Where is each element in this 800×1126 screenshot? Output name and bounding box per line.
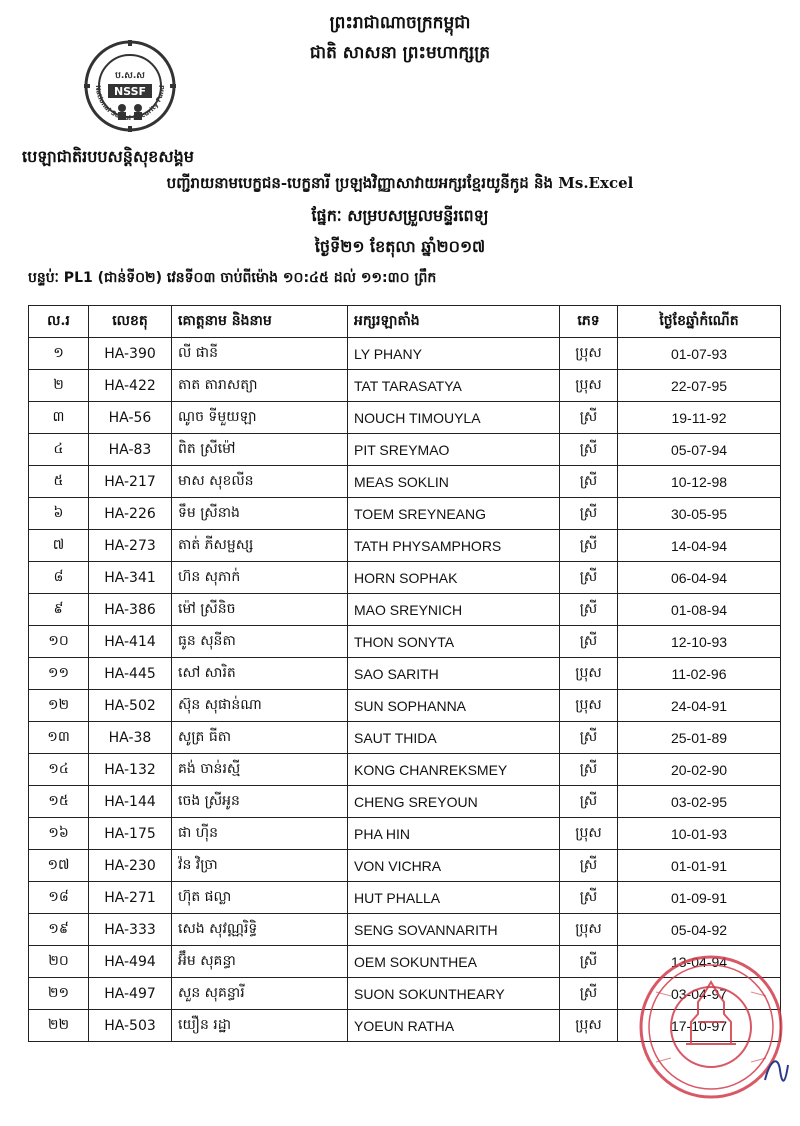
cell-number: ២ <box>29 370 89 402</box>
cell-khmer-name: តាត តារាសត្យា <box>172 370 348 402</box>
table-row <box>29 658 781 690</box>
cell-latin-name: NOUCH TIMOUYLA <box>348 402 560 434</box>
department-line: ផ្នែកៈ សម្របសម្រួលមន្ទីរពេទ្យ <box>311 206 489 225</box>
cell-dob: 05-07-94 <box>618 434 781 466</box>
cell-number: ៩ <box>29 594 89 626</box>
session-info: បន្ទប់ៈ PL1 (ជាន់ទី០២) វេនទី០៣ ចាប់ពីម៉ោង ១០:៤៥ ដល់ ១១:៣០ ព្រឹក <box>28 270 437 286</box>
cell-number: ១០ <box>29 626 89 658</box>
cell-khmer-name: សូត្រ ធីតា <box>172 722 348 754</box>
cell-latin-name: MEAS SOKLIN <box>348 466 560 498</box>
cell-number: ៤ <box>29 434 89 466</box>
cell-latin-name: THON SONYTA <box>348 626 560 658</box>
cell-dob: 22-07-95 <box>618 370 781 402</box>
cell-latin-name: VON VICHRA <box>348 850 560 882</box>
table-row <box>29 402 781 434</box>
cell-sex: ស្រី <box>560 722 618 754</box>
cell-dob: 03-04-97 <box>618 978 781 1010</box>
cell-sex: ស្រី <box>560 786 618 818</box>
cell-dob: 06-04-94 <box>618 562 781 594</box>
cell-sex: ស្រី <box>560 882 618 914</box>
cell-seat: HA-390 <box>89 338 172 370</box>
table-row <box>29 466 781 498</box>
cell-sex: ប្រុស <box>560 914 618 946</box>
cell-seat: HA-56 <box>89 402 172 434</box>
cell-khmer-name: ធូន សុនីតា <box>172 626 348 658</box>
cell-seat: HA-226 <box>89 498 172 530</box>
cell-seat: HA-502 <box>89 690 172 722</box>
cell-seat: HA-414 <box>89 626 172 658</box>
cell-dob: 30-05-95 <box>618 498 781 530</box>
cell-number: ១៦ <box>29 818 89 850</box>
table-row <box>29 818 781 850</box>
cell-khmer-name: មាស សុខលីន <box>172 466 348 498</box>
cell-khmer-name: សួន សុគន្ធារី <box>172 978 348 1010</box>
cell-sex: ស្រី <box>560 434 618 466</box>
cell-dob: 03-02-95 <box>618 786 781 818</box>
table-row <box>29 562 781 594</box>
cell-seat: HA-144 <box>89 786 172 818</box>
cell-seat: HA-230 <box>89 850 172 882</box>
col-header-number: ល.រ <box>29 306 89 338</box>
cell-seat: HA-217 <box>89 466 172 498</box>
cell-dob: 01-08-94 <box>618 594 781 626</box>
cell-khmer-name: ណូច ទីមួយឡា <box>172 402 348 434</box>
signature-mark <box>760 1050 790 1090</box>
cell-latin-name: PHA HIN <box>348 818 560 850</box>
cell-latin-name: SENG SOVANNARITH <box>348 914 560 946</box>
cell-dob: 24-04-91 <box>618 690 781 722</box>
cell-khmer-name: វ៉ន វិច្រា <box>172 850 348 882</box>
cell-dob: 01-09-91 <box>618 882 781 914</box>
cell-dob: 12-10-93 <box>618 626 781 658</box>
table-row <box>29 722 781 754</box>
table-row <box>29 594 781 626</box>
cell-latin-name: CHENG SREYOUN <box>348 786 560 818</box>
cell-number: ៣ <box>29 402 89 434</box>
cell-khmer-name: គង់ ចាន់រស្មី <box>172 754 348 786</box>
table-row <box>29 914 781 946</box>
cell-dob: 11-02-96 <box>618 658 781 690</box>
cell-latin-name: SAUT THIDA <box>348 722 560 754</box>
cell-seat: HA-38 <box>89 722 172 754</box>
cell-seat: HA-333 <box>89 914 172 946</box>
col-header-seat: លេខតុ <box>89 306 172 338</box>
candidate-table <box>28 305 781 1042</box>
cell-latin-name: TOEM SREYNEANG <box>348 498 560 530</box>
cell-sex: ប្រុស <box>560 818 618 850</box>
table-row <box>29 786 781 818</box>
cell-sex: ស្រី <box>560 946 618 978</box>
table-row <box>29 882 781 914</box>
table-row <box>29 338 781 370</box>
cell-khmer-name: សៅ សារិត <box>172 658 348 690</box>
cell-sex: ប្រុស <box>560 690 618 722</box>
col-header-dob: ថ្ងៃខែឆ្នាំកំណើត <box>618 306 781 338</box>
cell-khmer-name: ហ៊ន សុភាក់ <box>172 562 348 594</box>
table-body <box>29 338 781 1042</box>
cell-latin-name: MAO SREYNICH <box>348 594 560 626</box>
logo-ring-text: National Social Security Fund <box>93 84 167 123</box>
cell-latin-name: HUT PHALLA <box>348 882 560 914</box>
cell-number: ១៤ <box>29 754 89 786</box>
cell-latin-name: SUN SOPHANNA <box>348 690 560 722</box>
kingdom-heading: ព្រះរាជាណាចក្រកម្ពុជា <box>329 13 471 33</box>
logo-abbr: NSSF <box>113 85 147 98</box>
cell-seat: HA-132 <box>89 754 172 786</box>
cell-latin-name: OEM SOKUNTHEA <box>348 946 560 978</box>
cell-sex: ស្រី <box>560 978 618 1010</box>
cell-seat: HA-341 <box>89 562 172 594</box>
cell-khmer-name: យឿន រដ្ឋា <box>172 1010 348 1042</box>
cell-number: ២១ <box>29 978 89 1010</box>
document-title: បញ្ជីរាយនាមបេក្ខជន-បេក្ខនារី ប្រឡងវិញ្ញាសាវាយអក្សរខ្មែរយូនីកូដ និង Ms.Excel <box>166 174 634 192</box>
cell-seat: HA-273 <box>89 530 172 562</box>
cell-khmer-name: ម៉ៅ ស្រីនិច <box>172 594 348 626</box>
cell-latin-name: SUON SOKUNTHEARY <box>348 978 560 1010</box>
col-header-latin-name: អក្សរឡាតាំង <box>348 306 560 338</box>
cell-dob: 10-01-93 <box>618 818 781 850</box>
table-row <box>29 754 781 786</box>
cell-latin-name: TATH PHYSAMPHORS <box>348 530 560 562</box>
cell-khmer-name: ផា ហ៊ីន <box>172 818 348 850</box>
cell-sex: ស្រី <box>560 498 618 530</box>
cell-khmer-name: លី ផានី <box>172 338 348 370</box>
cell-dob: 17-10-97 <box>618 1010 781 1042</box>
cell-sex: ស្រី <box>560 594 618 626</box>
cell-number: ១ <box>29 338 89 370</box>
table-row <box>29 946 781 978</box>
cell-dob: 25-01-89 <box>618 722 781 754</box>
cell-khmer-name: អ៊ឹម សុគន្ធា <box>172 946 348 978</box>
table-row <box>29 370 781 402</box>
cell-khmer-name: សេង សុវណ្ណរិទ្ធិ <box>172 914 348 946</box>
cell-dob: 13-04-94 <box>618 946 781 978</box>
cell-khmer-name: ទឹម ស្រីនាង <box>172 498 348 530</box>
cell-sex: ប្រុស <box>560 370 618 402</box>
cell-latin-name: PIT SREYMAO <box>348 434 560 466</box>
cell-number: ៧ <box>29 530 89 562</box>
table-row <box>29 978 781 1010</box>
cell-latin-name: SAO SARITH <box>348 658 560 690</box>
cell-sex: ស្រី <box>560 530 618 562</box>
col-header-khmer-name: គោត្តនាម និងនាម <box>172 306 348 338</box>
cell-sex: ប្រុស <box>560 658 618 690</box>
cell-seat: HA-497 <box>89 978 172 1010</box>
cell-dob: 05-04-92 <box>618 914 781 946</box>
cell-khmer-name: ស៊ុន សុផាន់ណា <box>172 690 348 722</box>
col-header-sex: ភេទ <box>560 306 618 338</box>
cell-seat: HA-386 <box>89 594 172 626</box>
cell-sex: ស្រី <box>560 626 618 658</box>
table-row <box>29 530 781 562</box>
cell-dob: 14-04-94 <box>618 530 781 562</box>
cell-dob: 01-01-91 <box>618 850 781 882</box>
table-row <box>29 498 781 530</box>
cell-sex: ប្រុស <box>560 1010 618 1042</box>
cell-number: ១៥ <box>29 786 89 818</box>
cell-seat: HA-422 <box>89 370 172 402</box>
cell-number: ១២ <box>29 690 89 722</box>
table-row <box>29 626 781 658</box>
cell-number: ១៣ <box>29 722 89 754</box>
cell-number: ៨ <box>29 562 89 594</box>
cell-latin-name: TAT TARASATYA <box>348 370 560 402</box>
cell-dob: 19-11-92 <box>618 402 781 434</box>
table-header-row <box>29 306 781 338</box>
cell-sex: ប្រុស <box>560 338 618 370</box>
cell-seat: HA-271 <box>89 882 172 914</box>
date-line: ថ្ងៃទី២១ ខែតុលា ឆ្នាំ២០១៧ <box>314 237 486 256</box>
cell-sex: ស្រី <box>560 754 618 786</box>
cell-number: ៦ <box>29 498 89 530</box>
cell-khmer-name: ចេង ស្រីអូន <box>172 786 348 818</box>
logo-top-text: ប.ស.ស <box>115 71 145 81</box>
cell-dob: 10-12-98 <box>618 466 781 498</box>
cell-number: ២២ <box>29 1010 89 1042</box>
cell-latin-name: KONG CHANREKSMEY <box>348 754 560 786</box>
organization-name: បេឡាជាតិរបបសន្តិសុខសង្គម <box>22 147 194 166</box>
table-row <box>29 690 781 722</box>
cell-number: ១៩ <box>29 914 89 946</box>
cell-sex: ស្រី <box>560 466 618 498</box>
cell-seat: HA-503 <box>89 1010 172 1042</box>
cell-latin-name: HORN SOPHAK <box>348 562 560 594</box>
cell-sex: ស្រី <box>560 402 618 434</box>
cell-sex: ស្រី <box>560 850 618 882</box>
cell-latin-name: YOEUN RATHA <box>348 1010 560 1042</box>
cell-number: ៥ <box>29 466 89 498</box>
table-row <box>29 1010 781 1042</box>
cell-number: ២០ <box>29 946 89 978</box>
cell-khmer-name: តាត់ ភីសម្ផស្ស <box>172 530 348 562</box>
cell-dob: 01-07-93 <box>618 338 781 370</box>
cell-dob: 20-02-90 <box>618 754 781 786</box>
cell-seat: HA-494 <box>89 946 172 978</box>
cell-latin-name: LY PHANY <box>348 338 560 370</box>
cell-seat: HA-83 <box>89 434 172 466</box>
cell-seat: HA-175 <box>89 818 172 850</box>
cell-seat: HA-445 <box>89 658 172 690</box>
cell-number: ១៨ <box>29 882 89 914</box>
cell-number: ១៧ <box>29 850 89 882</box>
cell-khmer-name: ពិត ស្រីម៉ៅ <box>172 434 348 466</box>
cell-sex: ស្រី <box>560 562 618 594</box>
cell-number: ១១ <box>29 658 89 690</box>
cell-khmer-name: ហ៊ុត ផល្លា <box>172 882 348 914</box>
table-row <box>29 434 781 466</box>
table-row <box>29 850 781 882</box>
motto-heading: ជាតិ សាសនា ព្រះមហាក្សត្រ <box>309 43 491 63</box>
